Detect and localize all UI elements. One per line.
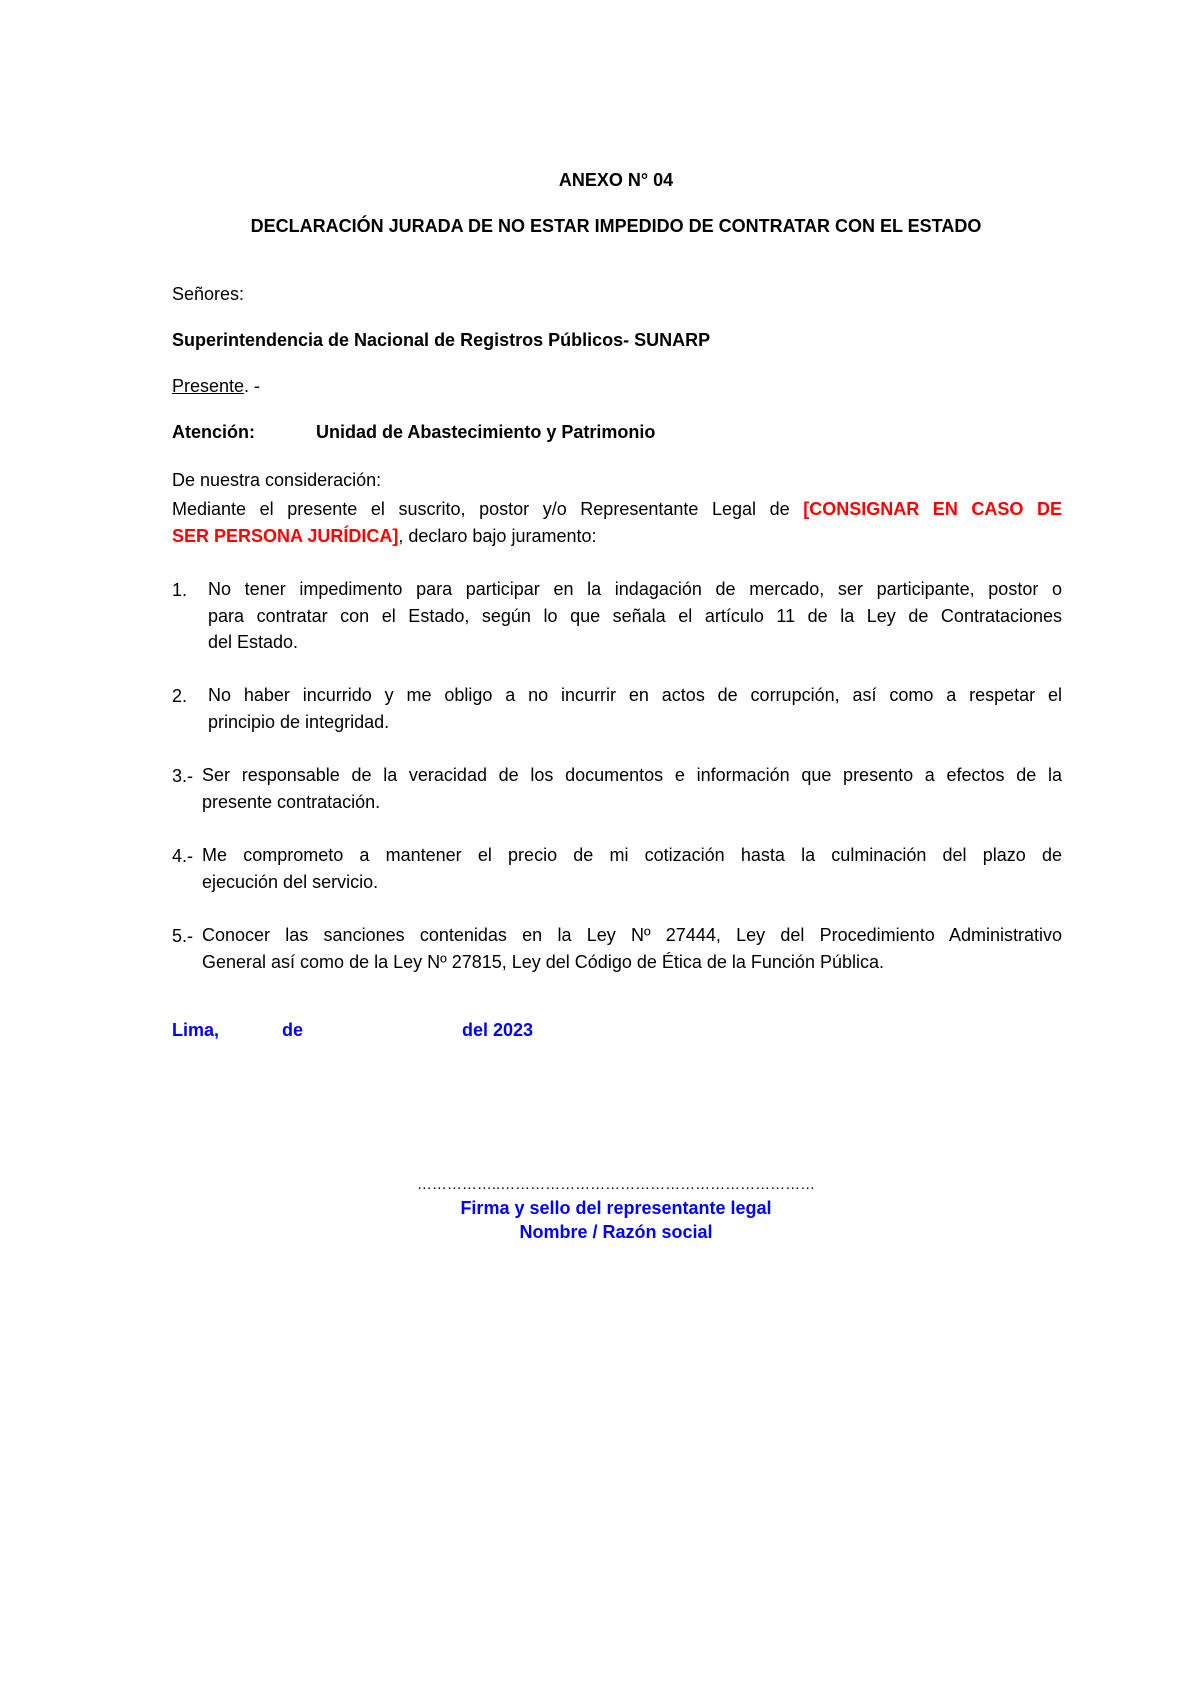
item-line: del Estado.: [208, 632, 299, 652]
intro-text: Mediante el presente el suscrito, postor y/o Representante Legal de: [172, 499, 804, 519]
presente-suffix: . -: [244, 376, 261, 396]
item-number: 3.-: [172, 766, 194, 786]
attention-value: Unidad de Abastecimiento y Patrimonio: [316, 422, 656, 442]
item-line: No tener impedimento para participar en la indagación de mercado, ser participante, postor o: [208, 579, 1062, 599]
intro-line-1: [172, 496, 1062, 523]
list-item: [202, 922, 1062, 975]
item-line: para contratar con el Estado, según lo que señala el artículo 11 de la Ley de Contrataciones: [208, 605, 1062, 626]
name-label: Nombre / Razón social: [519, 1222, 713, 1242]
attention-label: Atención:: [172, 422, 255, 442]
date-year: del 2023: [462, 1020, 534, 1040]
item-line: Ser responsable de la veracidad de los documentos e información que presento a efectos de la: [202, 765, 1062, 785]
list-item: [208, 682, 1062, 735]
presente-word: Presente: [172, 376, 245, 396]
intro-line-2: [172, 523, 1062, 550]
item-line: General así como de la Ley Nº 27815, Ley del Código de Ética de la Función Pública.: [202, 951, 884, 972]
item-number: 2.: [172, 686, 188, 706]
annex-number: ANEXO N° 04: [558, 170, 674, 190]
placeholder-text: SER PERSONA JURÍDICA]: [172, 525, 399, 546]
item-line: Conocer las sanciones contenidas en la Ley Nº 27444, Ley del Procedimiento Administrativo: [202, 925, 1062, 945]
list-item: [208, 576, 1062, 656]
signature-line: ……………..………………………………………………………: [416, 1176, 816, 1193]
item-number: 5.-: [172, 926, 194, 946]
placeholder-text: [CONSIGNAR EN CASO DE: [803, 499, 1063, 519]
item-line: presente contratación.: [202, 791, 381, 812]
item-line: principio de integridad.: [208, 711, 390, 732]
consideration: De nuestra consideración:: [172, 470, 382, 490]
intro-text: , declaro bajo juramento:: [398, 525, 597, 546]
item-number: 4.-: [172, 846, 194, 866]
date-de: de: [282, 1020, 304, 1040]
salutation: Señores:: [172, 284, 245, 304]
date-city: Lima,: [172, 1020, 220, 1040]
item-line: Me comprometo a mantener el precio de mi cotización hasta la culminación del plazo de: [202, 845, 1062, 865]
item-number: 1.: [172, 580, 188, 600]
intro-paragraph: [172, 496, 1062, 549]
document-title: DECLARACIÓN JURADA DE NO ESTAR IMPEDIDO DE CONTRATAR CON EL ESTADO: [250, 216, 982, 236]
addressee-entity: Superintendencia de Nacional de Registros Públicos- SUNARP: [172, 330, 711, 350]
item-line: No haber incurrido y me obligo a no incurrir en actos de corrupción, así como a respetar el: [208, 685, 1062, 705]
list-item: [202, 762, 1062, 815]
presente-line: [172, 376, 260, 397]
item-line: ejecución del servicio.: [202, 871, 379, 892]
list-item: [202, 842, 1062, 895]
signature-label: Firma y sello del representante legal: [460, 1198, 772, 1218]
